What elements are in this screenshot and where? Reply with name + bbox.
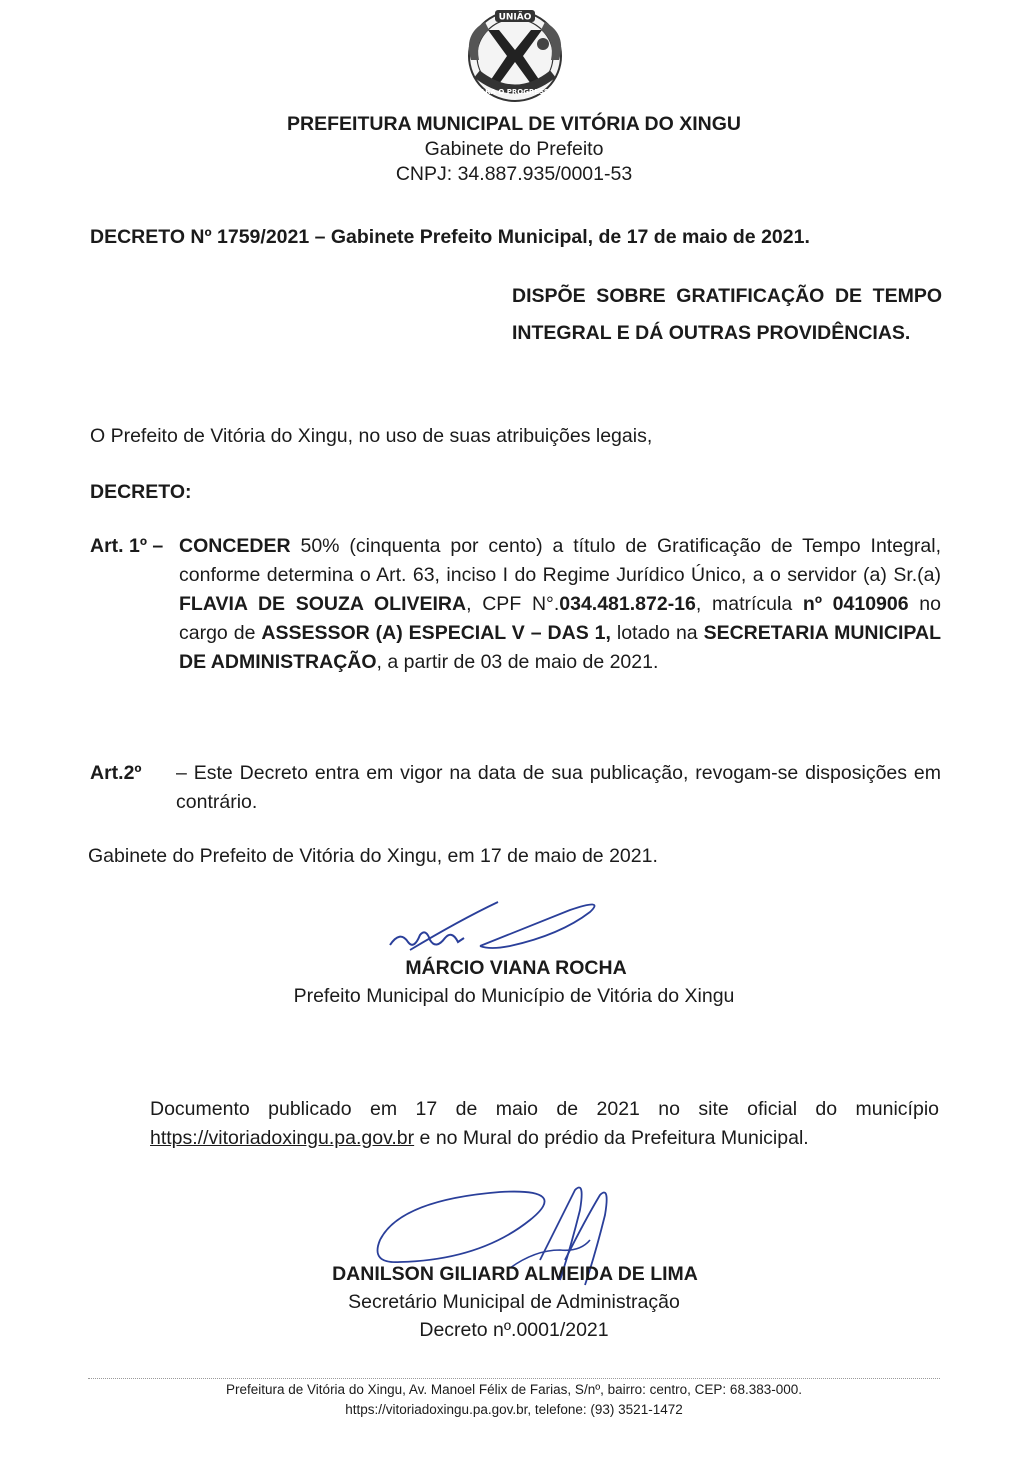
svg-text:PARA O PROGRESSO: PARA O PROGRESSO (475, 88, 555, 96)
servant-name: FLAVIA DE SOUZA OLIVEIRA (179, 593, 467, 615)
svg-text:UNIÃO: UNIÃO (498, 12, 532, 23)
servant-secretaria: SECRETARIA MUNICIPAL DE ADMINISTRAÇÃO (179, 622, 941, 673)
decree-ementa: DISPÕE SOBRE GRATIFICAÇÃO DE TEMPO INTEGRAL E DÁ OUTRAS PROVIDÊNCIAS. (512, 285, 942, 344)
signer-2-name: DANILSON GILIARD ALMEIDA DE LIMA (332, 1263, 698, 1285)
preamble: O Prefeito de Vitória do Xingu, no uso de suas atribuições legais, (90, 425, 653, 447)
header-title: PREFEITURA MUNICIPAL DE VITÓRIA DO XINGU (287, 113, 741, 135)
article-2-label: Art.2º (90, 762, 142, 784)
signer-2-decree: Decreto nº.0001/2021 (419, 1319, 609, 1341)
closing-line: Gabinete do Prefeito de Vitória do Xingu, em 17 de maio de 2021. (88, 845, 658, 867)
article-1-label: Art. 1º – (90, 535, 164, 557)
signer-1-name: MÁRCIO VIANA ROCHA (405, 957, 627, 979)
signer-1-role: Prefeito Municipal do Município de Vitória do Xingu (293, 985, 735, 1007)
signer-2-role: Secretário Municipal de Administração (348, 1291, 680, 1313)
servant-cargo: ASSESSOR (A) ESPECIAL V – DAS 1, (261, 622, 611, 644)
footer-address: Prefeitura de Vitória do Xingu, Av. Manoel Félix de Farias, S/nº, bairro: centro, CEP: 68.383-000. (226, 1382, 802, 1397)
servant-cpf: 034.481.872-16 (559, 593, 696, 615)
decreto-label: DECRETO: (90, 481, 192, 503)
servant-matricula: nº 0410906 (802, 593, 909, 615)
municipal-seal-logo (455, 4, 575, 108)
article-1-body: CONCEDER 50% (cinquenta por cento) a título de Gratificação de Tempo Integral, conforme determina o Art. 63, inciso I do Regime Jurídico Único, a o servidor (a) Sr.(a) FLAVIA DE SOUZA OLIVEIRA, CPF N°.034.481.872-16, matrícula nº 0410906 no cargo de ASSESSOR (A) ESPECIAL V – DAS 1, lotado na SECRETARIA MUNICIPAL DE ADMINISTRAÇÃO, a partir de 03 de maio de 2021. (179, 535, 941, 673)
municipality-website-link[interactable]: https://vitoriadoxingu.pa.gov.br (150, 1127, 415, 1149)
article-1-verb: CONCEDER (179, 535, 291, 557)
header-cnpj: CNPJ: 34.887.935/0001-53 (395, 163, 633, 185)
decree-title: DECRETO Nº 1759/2021 – Gabinete Prefeito Municipal, de 17 de maio de 2021. (90, 226, 810, 248)
footer-divider (88, 1378, 940, 1379)
header-subtitle: Gabinete do Prefeito (424, 138, 604, 160)
article-2-body: – Este Decreto entra em vigor na data de sua publicação, revogam-se disposições em contrário. (176, 762, 941, 813)
publication-notice: Documento publicado em 17 de maio de 2021 no site oficial do município https://vitoriadoxingu.pa.gov.br e no Mural do prédio da Prefeitura Municipal. (150, 1098, 939, 1149)
footer-contact: https://vitoriadoxingu.pa.gov.br, telefone: (93) 3521-1472 (345, 1402, 683, 1417)
